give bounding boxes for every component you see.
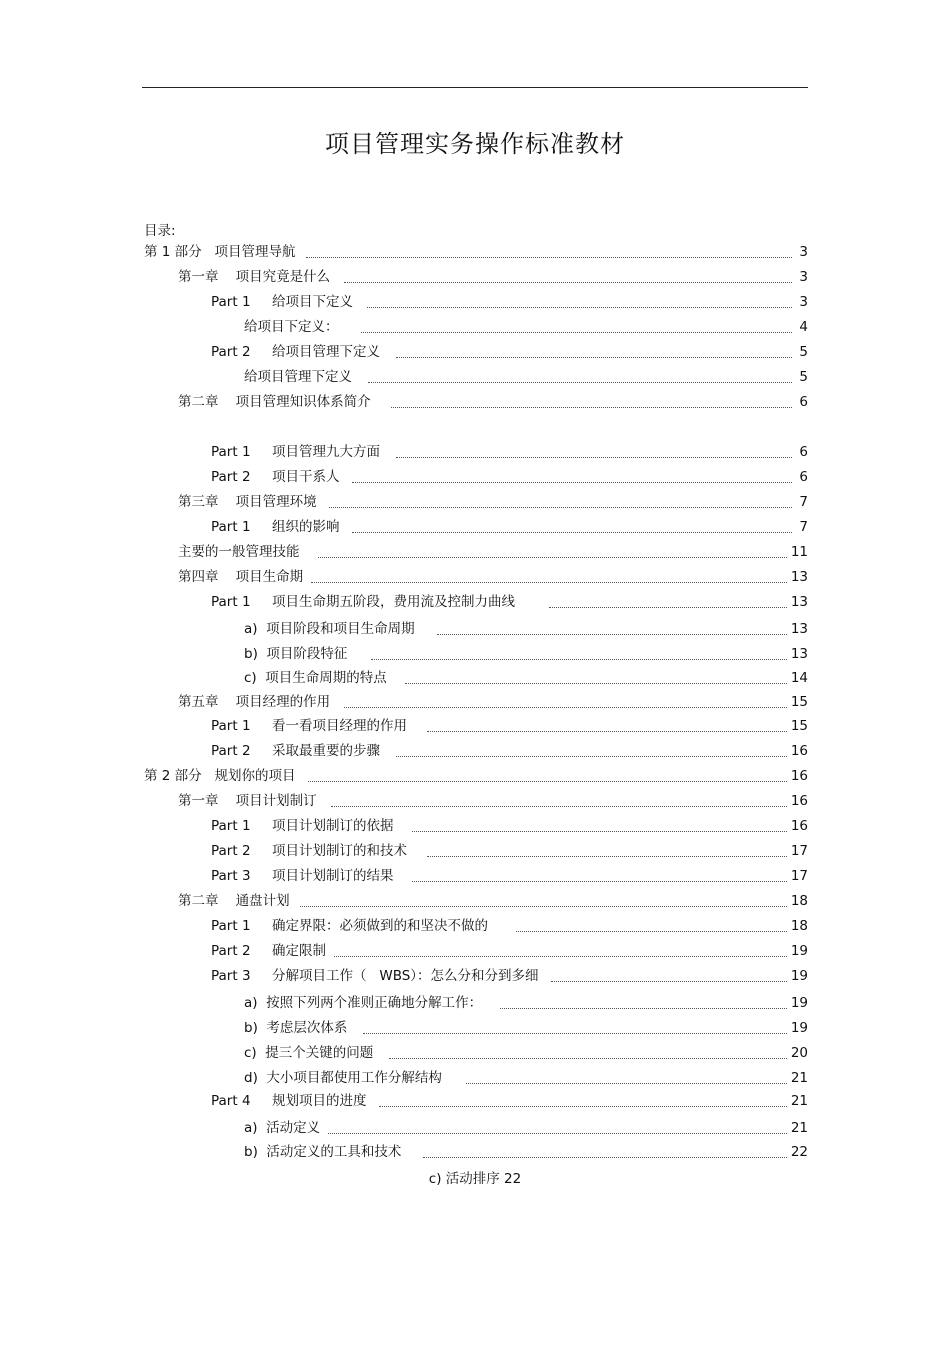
toc-entry-page: 6 xyxy=(799,444,808,460)
dot-leader xyxy=(328,1133,787,1134)
toc-entry[interactable] xyxy=(244,643,808,665)
toc-entry-page: 3 xyxy=(799,294,808,310)
toc-entry[interactable] xyxy=(211,715,808,737)
toc-entry[interactable] xyxy=(211,815,808,837)
toc-entry[interactable] xyxy=(211,915,808,937)
toc-entry-label: Part 1 项目生命期五阶段，费用流及控制力曲线 xyxy=(211,594,515,610)
toc-entry-page: 17 xyxy=(790,843,808,859)
dot-leader xyxy=(551,981,787,982)
toc-entry-label: c) 提三个关键的问题 xyxy=(244,1045,374,1061)
dot-leader xyxy=(371,659,786,660)
dot-leader xyxy=(352,532,793,533)
toc-entry[interactable] xyxy=(244,1042,808,1064)
toc-entry-page: 11 xyxy=(790,544,808,560)
dot-leader xyxy=(344,282,792,283)
toc-entry[interactable] xyxy=(211,1090,808,1112)
toc-entry-label: b) 考虑层次体系 xyxy=(244,1020,348,1036)
toc-entry-label: b) 活动定义的工具和技术 xyxy=(244,1144,402,1160)
dot-leader xyxy=(361,332,793,333)
toc-entry[interactable] xyxy=(144,765,808,787)
toc-entry-page: 4 xyxy=(799,319,808,335)
toc-entry-page: 15 xyxy=(790,694,808,710)
toc-entry-page: 18 xyxy=(790,893,808,909)
toc-entry[interactable] xyxy=(244,366,808,388)
toc-entry-page: 13 xyxy=(790,646,808,662)
toc-entry-label: Part 1 组织的影响 xyxy=(211,519,340,535)
toc-entry-label: 第二章 项目管理知识体系简介 xyxy=(178,394,371,410)
dot-leader xyxy=(308,781,787,782)
toc-entry[interactable] xyxy=(244,1067,808,1089)
toc-entry-page: 13 xyxy=(790,569,808,585)
toc-entry-page: 6 xyxy=(799,469,808,485)
dot-leader xyxy=(516,931,787,932)
toc-entry-page: 19 xyxy=(790,1020,808,1036)
toc-entry-page: 16 xyxy=(790,793,808,809)
dot-leader xyxy=(423,1157,786,1158)
dot-leader xyxy=(329,507,792,508)
toc-entry-page: 16 xyxy=(790,743,808,759)
toc-entry-page: 16 xyxy=(790,818,808,834)
toc-entry-label: Part 3 分解项目工作（ WBS）：怎么分和分到多细 xyxy=(211,968,539,984)
toc-entry-page: 14 xyxy=(790,670,808,686)
dot-leader xyxy=(389,1058,787,1059)
dot-leader xyxy=(412,831,787,832)
toc-entry[interactable] xyxy=(178,790,808,812)
dot-leader xyxy=(427,731,787,732)
toc-entry[interactable] xyxy=(178,266,808,288)
dot-leader xyxy=(500,1008,787,1009)
toc-entry-label: 第 2 部分 规划你的项目 xyxy=(144,768,296,784)
toc-entry-page: 16 xyxy=(790,768,808,784)
toc-entry-page: 6 xyxy=(799,394,808,410)
toc-entry-label: 给项目下定义： xyxy=(244,319,339,335)
toc-entry-label: Part 4 规划项目的进度 xyxy=(211,1093,367,1109)
toc-entry[interactable] xyxy=(211,591,808,613)
toc-entry[interactable] xyxy=(211,341,808,363)
dot-leader xyxy=(466,1083,787,1084)
toc-entry[interactable] xyxy=(211,441,808,463)
toc-entry-label: 第五章 项目经理的作用 xyxy=(178,694,331,710)
dot-leader xyxy=(549,607,787,608)
toc-entry-page: 13 xyxy=(790,594,808,610)
toc-entry-label: Part 3 项目计划制订的结果 xyxy=(211,868,394,884)
toc-entry-page: 21 xyxy=(790,1070,808,1086)
toc-entry-label: Part 2 采取最重要的步骤 xyxy=(211,743,380,759)
dot-leader xyxy=(367,307,792,308)
toc-entry-page: 5 xyxy=(799,369,808,385)
toc-last-entry: c) 活动排序 22 xyxy=(428,1171,522,1187)
toc-entry[interactable] xyxy=(178,491,808,513)
dot-leader xyxy=(405,683,787,684)
toc-entry-page: 5 xyxy=(799,344,808,360)
toc-entry-label: Part 2 项目计划制订的和技术 xyxy=(211,843,407,859)
toc-entry-page: 7 xyxy=(799,494,808,510)
toc-entry[interactable] xyxy=(244,667,808,689)
toc-entry-page: 21 xyxy=(790,1093,808,1109)
dot-leader xyxy=(344,707,787,708)
dot-leader xyxy=(334,956,787,957)
toc-entry[interactable] xyxy=(211,840,808,862)
toc-entry-page: 19 xyxy=(790,968,808,984)
dot-leader xyxy=(391,407,792,408)
toc-entry[interactable] xyxy=(211,740,808,762)
dot-leader xyxy=(427,856,787,857)
toc-entry-page: 3 xyxy=(799,269,808,285)
toc-entry[interactable] xyxy=(211,291,808,313)
toc-entry[interactable] xyxy=(178,541,808,563)
toc-entry-label: 第四章 项目生命期 xyxy=(178,569,304,585)
toc-entry-label: Part 1 看一看项目经理的作用 xyxy=(211,718,407,734)
toc-entry[interactable] xyxy=(144,241,808,263)
toc-entry[interactable] xyxy=(211,865,808,887)
toc-entry[interactable] xyxy=(178,566,808,588)
toc-entry-page: 20 xyxy=(790,1045,808,1061)
toc-entry[interactable] xyxy=(211,965,808,987)
toc-entry-label: 第一章 项目究竟是什么 xyxy=(178,269,331,285)
toc-entry-label: a) 按照下列两个准则正确地分解工作： xyxy=(244,995,483,1011)
toc-entry-label: 第二章 通盘计划 xyxy=(178,893,290,909)
dot-leader xyxy=(352,482,793,483)
toc-entry-label: Part 1 项目管理九大方面 xyxy=(211,444,380,460)
toc-entry-label: 主要的一般管理技能 xyxy=(178,544,300,560)
toc-heading: 目录: xyxy=(144,223,176,239)
toc-entry[interactable] xyxy=(244,1017,808,1039)
toc-entry-label: 给项目管理下定义 xyxy=(244,369,352,385)
dot-leader xyxy=(368,382,792,383)
toc-entry-page: 22 xyxy=(790,1144,808,1160)
toc-entry-label: d) 大小项目都使用工作分解结构 xyxy=(244,1070,442,1086)
dot-leader xyxy=(396,357,792,358)
toc-entry-label: b) 项目阶段特征 xyxy=(244,646,348,662)
toc-entry[interactable] xyxy=(211,516,808,538)
toc-entry-label: c) 项目生命周期的特点 xyxy=(244,670,387,686)
toc-entry-page: 19 xyxy=(790,943,808,959)
toc-entry[interactable] xyxy=(211,466,808,488)
toc-entry-page: 17 xyxy=(790,868,808,884)
toc-entry[interactable] xyxy=(178,890,808,912)
toc-entry-page: 3 xyxy=(799,244,808,260)
toc-entry[interactable] xyxy=(178,691,808,713)
toc-entry-label: a) 项目阶段和项目生命周期 xyxy=(244,621,415,637)
dot-leader xyxy=(412,881,787,882)
toc-entry-page: 21 xyxy=(790,1120,808,1136)
dot-leader xyxy=(300,906,787,907)
toc-entry[interactable] xyxy=(244,992,808,1014)
dot-leader xyxy=(379,1106,787,1107)
dot-leader xyxy=(318,557,787,558)
toc-entry[interactable] xyxy=(244,1141,808,1163)
toc-entry-page: 15 xyxy=(790,718,808,734)
dot-leader xyxy=(331,806,787,807)
toc-entry-label: 第 1 部分 项目管理导航 xyxy=(144,244,296,260)
toc-entry-page: 7 xyxy=(799,519,808,535)
toc-entry[interactable] xyxy=(244,1117,808,1139)
toc-entry[interactable] xyxy=(244,316,808,338)
toc-entry-label: Part 1 项目计划制订的依据 xyxy=(211,818,394,834)
toc-entry[interactable] xyxy=(244,618,808,640)
toc-entry-page: 13 xyxy=(790,621,808,637)
toc-entry-label: 第三章 项目管理环境 xyxy=(178,494,317,510)
toc-entry[interactable] xyxy=(211,940,808,962)
dot-leader xyxy=(437,634,787,635)
toc-entry-label: Part 1 确定界限：必须做到的和坚决不做的 xyxy=(211,918,488,934)
toc-entry-label: Part 2 给项目管理下定义 xyxy=(211,344,380,360)
toc-entry-label: 第一章 项目计划制订 xyxy=(178,793,317,809)
toc-entry[interactable] xyxy=(178,391,808,413)
document-title: 项目管理实务操作标准教材 xyxy=(325,130,625,158)
dot-leader xyxy=(311,582,787,583)
toc-entry-page: 19 xyxy=(790,995,808,1011)
toc-entry-label: Part 2 项目干系人 xyxy=(211,469,340,485)
toc-entry-page: 18 xyxy=(790,918,808,934)
dot-leader xyxy=(396,756,787,757)
dot-leader xyxy=(396,457,792,458)
toc-entry-label: Part 2 确定限制 xyxy=(211,943,326,959)
dot-leader xyxy=(306,257,792,258)
toc-entry-label: Part 1 给项目下定义 xyxy=(211,294,353,310)
dot-leader xyxy=(363,1033,786,1034)
toc-entry-label: a) 活动定义 xyxy=(244,1120,321,1136)
